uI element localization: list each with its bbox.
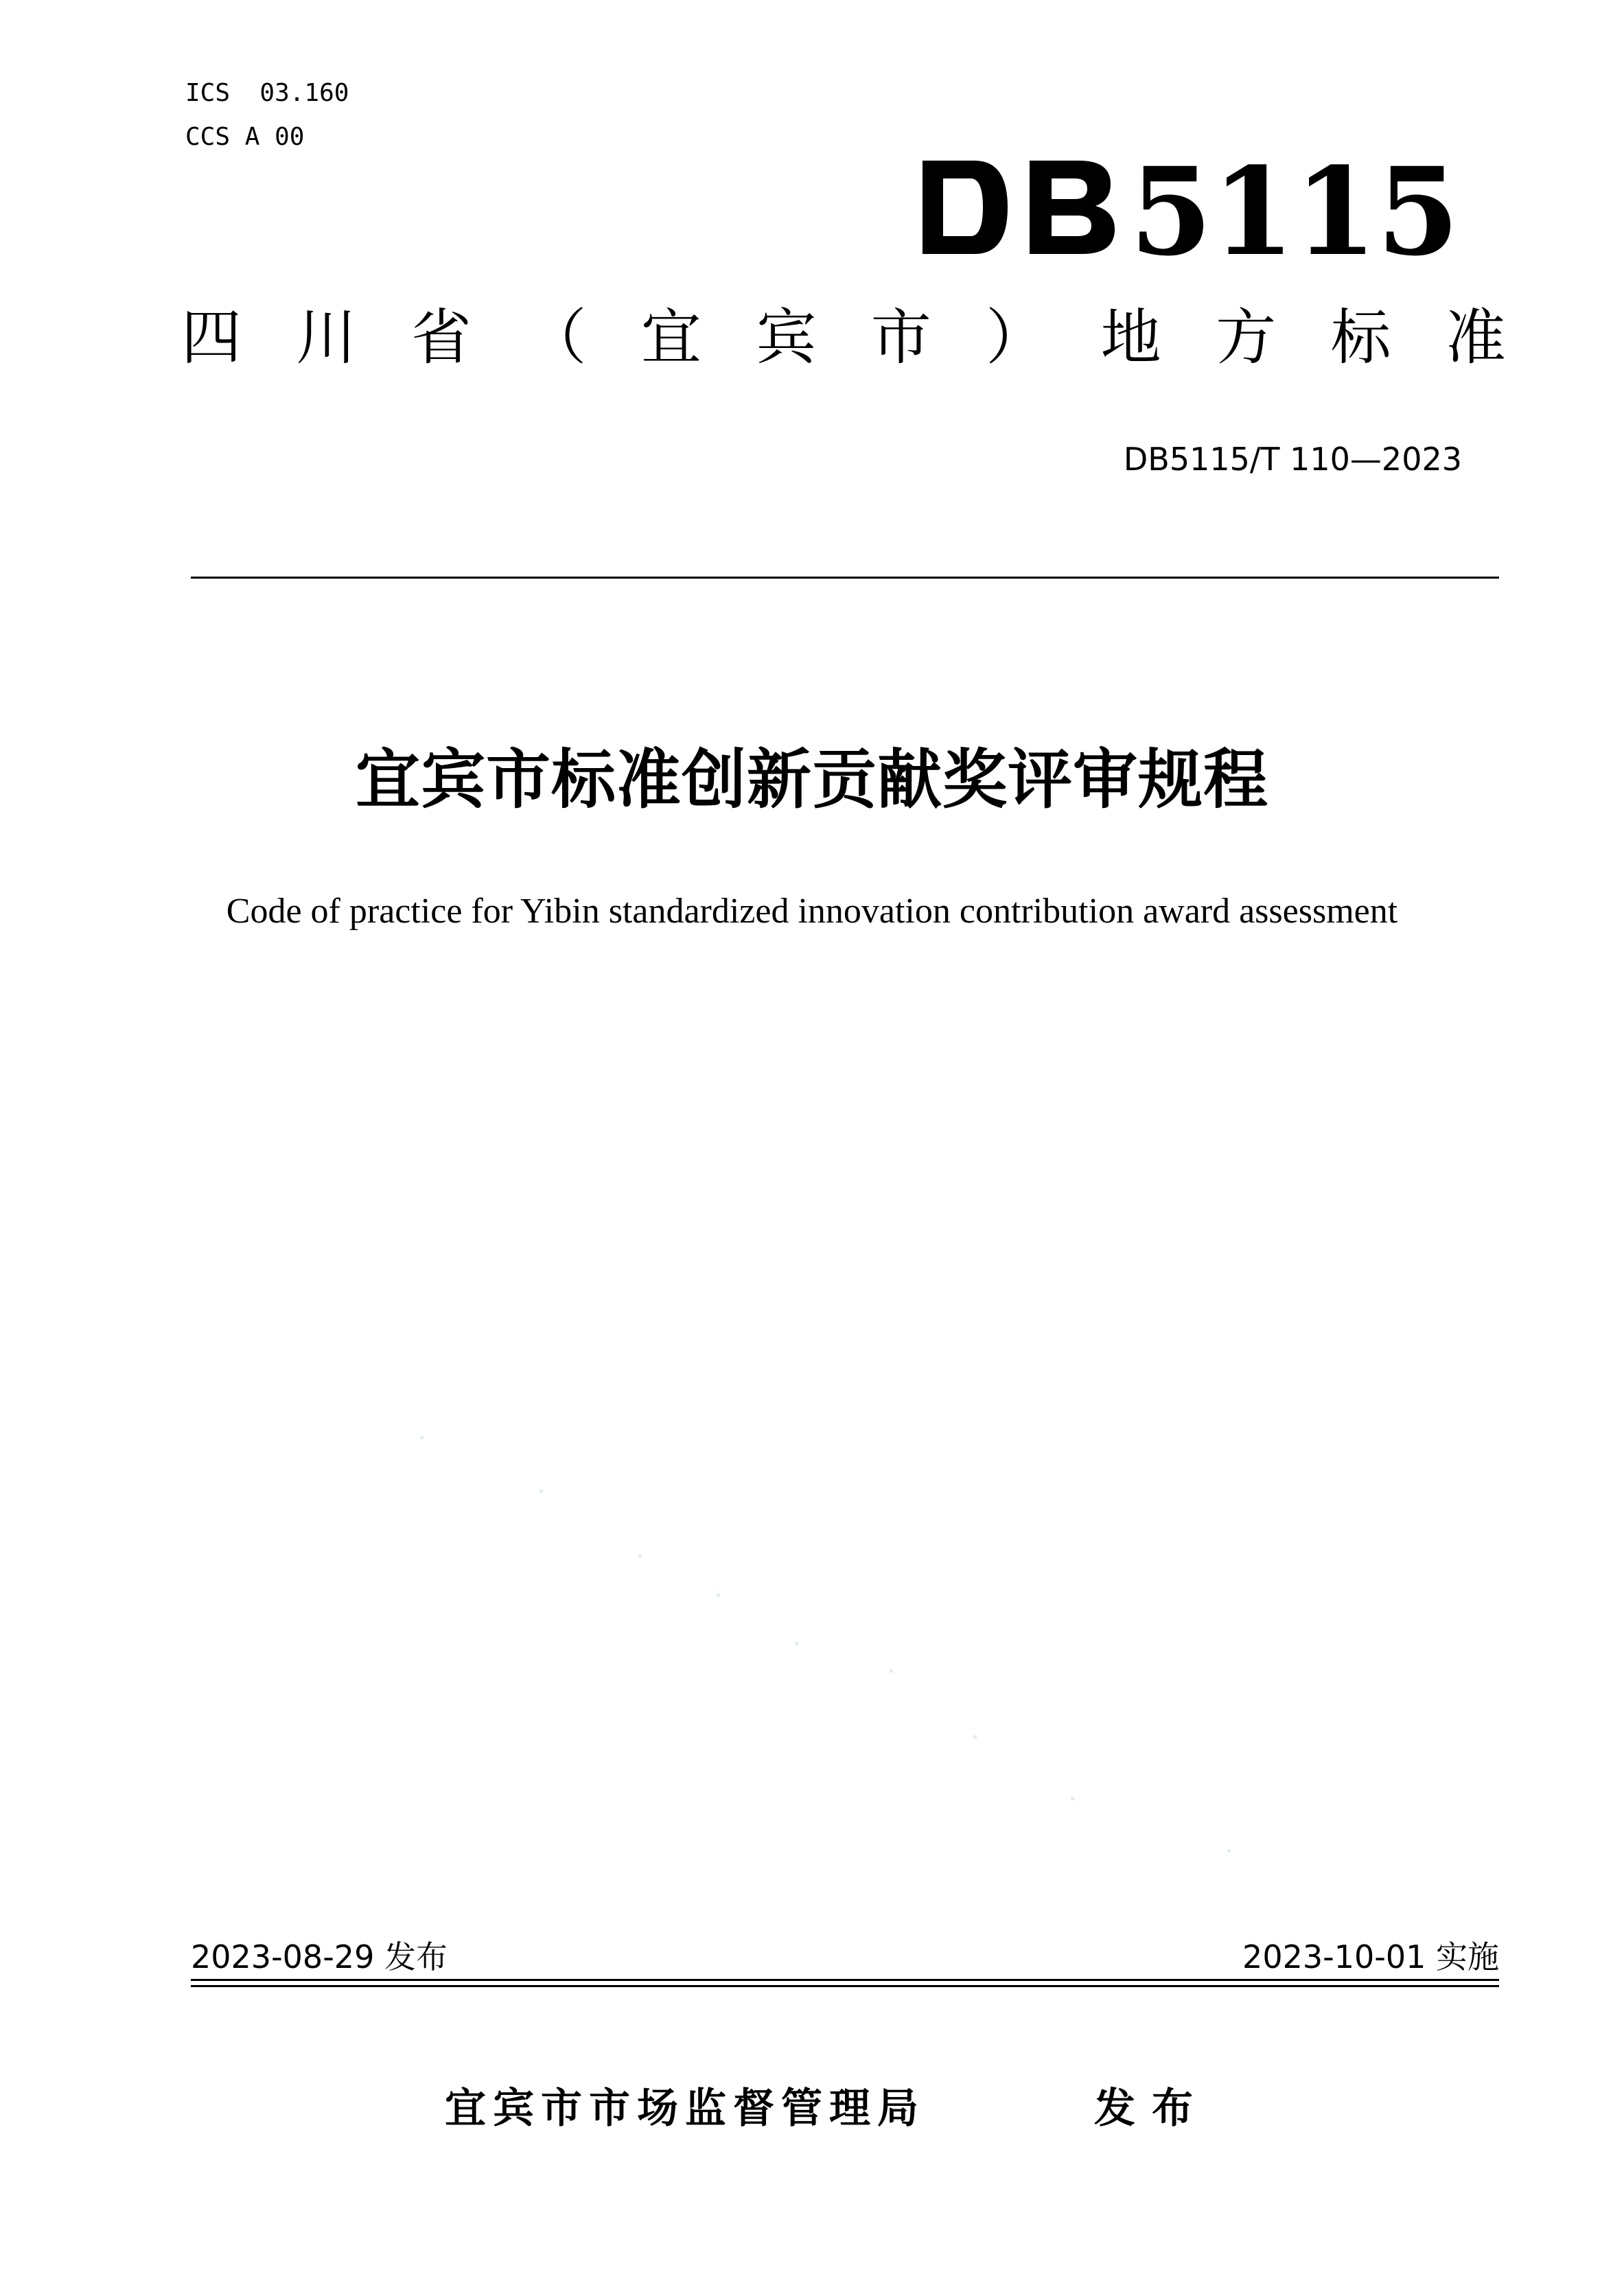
speckle [795,1642,798,1645]
top-divider [191,577,1499,579]
header-char: 市 [870,302,931,373]
header-char: 方 [1216,302,1277,373]
ics-line [185,81,349,106]
effective-date: 2023-10-01 实施 [1242,1938,1499,1975]
header-char: 宜 [640,302,701,373]
speckle [1227,1849,1231,1853]
publish-label: 发布 [1094,2085,1209,2133]
header-char: 四 [181,302,242,373]
document-title-english: Code of practice for Yibin standardized innovation contribution award assessment [226,892,1398,931]
ics-label: ICS [185,79,231,107]
bottom-divider-upper [191,1979,1499,1981]
ics-code: 03.160 [259,79,349,107]
db5115-logo [912,152,1474,262]
publisher-name: 宜宾市市场监督管理局 [445,2085,925,2133]
standard-header [181,302,1506,373]
speckle [890,1669,893,1673]
logo-db-mark [923,161,1115,254]
speckle [717,1594,720,1597]
header-char: （ [526,302,587,373]
header-char: 准 [1445,302,1506,373]
header-char: 宾 [756,302,817,373]
header-char: 标 [1330,302,1391,373]
speckle [973,1735,977,1739]
bottom-divider-lower [191,1985,1499,1987]
header-char: 地 [1100,302,1161,373]
speckle [420,1436,424,1439]
speckle [638,1554,642,1557]
speckle [1071,1797,1074,1800]
document-title-chinese: 宜宾市标准创新贡献奖评审规程 [355,743,1268,817]
standard-number: DB5115/T 110—2023 [1123,441,1462,478]
header-char: ） [986,302,1047,373]
ccs-line [185,125,304,150]
ccs-label: CCS [185,123,231,151]
header-char: 川 [296,302,357,373]
logo-number-text: 5115 [1130,152,1459,262]
header-char: 省 [410,302,472,373]
ccs-code: A 00 [244,123,305,151]
speckle [540,1489,543,1493]
issue-date: 2023-08-29 发布 [191,1938,448,1975]
